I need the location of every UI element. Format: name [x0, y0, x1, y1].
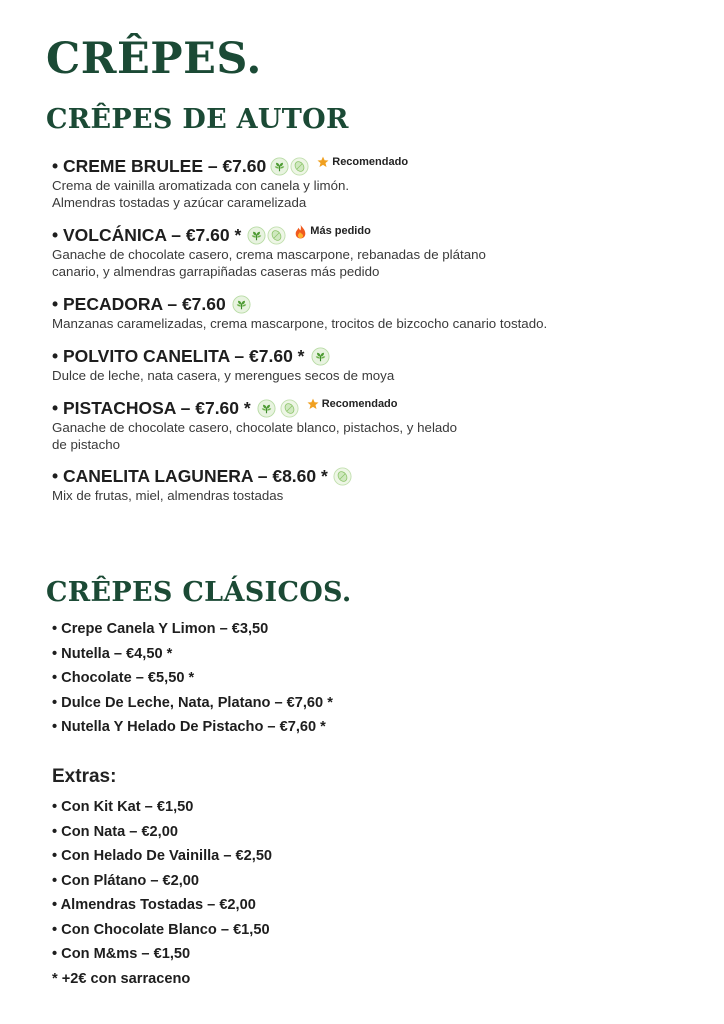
list-item: • Con Kit Kat – €1,50: [52, 799, 194, 815]
vegetarian-icon: [257, 399, 276, 418]
footnote: * +2€ con sarraceno: [52, 970, 191, 987]
item-description: canario, y almendras garrapiñadas caseras más pedido: [52, 264, 380, 279]
star-icon: [317, 156, 329, 168]
menu-item-pecadora: [52, 293, 672, 332]
vegetarian-icon: [311, 347, 330, 366]
list-item: • Dulce De Leche, Nata, Platano – €7,60 *: [52, 694, 333, 711]
list-item: • Chocolate – €5,50 *: [52, 670, 195, 686]
most-ordered-badge: Más pedido: [294, 224, 371, 239]
item-description: Mix de frutas, miel, almendras tostadas: [52, 488, 284, 503]
gluten-icon: [333, 467, 352, 486]
menu-item-volcanica: [52, 224, 672, 280]
list-item: • Nutella – €4,50 *: [52, 645, 173, 662]
section-heading-clasicos: CRÊPES CLÁSICOS.: [46, 577, 352, 608]
list-item: • Con Helado De Vainilla – €2,50: [52, 848, 273, 864]
gluten-icon: [290, 157, 309, 176]
section-heading-autor: CRÊPES DE AUTOR: [46, 104, 349, 135]
page-title: CRÊPES.: [46, 34, 262, 84]
item-description: Crema de vainilla aromatizada con canela y limón.: [52, 178, 350, 193]
flame-icon: [294, 224, 307, 239]
vegetarian-icon: [232, 295, 251, 314]
vegetarian-icon: [247, 226, 266, 245]
list-item: • Almendras Tostadas – €2,00: [52, 897, 256, 913]
item-description: Almendras tostadas y azúcar caramelizada: [52, 195, 307, 210]
extras-list: [52, 795, 672, 991]
clasicos-list: [52, 617, 672, 740]
recommended-badge: Recomendado: [307, 398, 398, 410]
item-description: Dulce de leche, nata casera, y merengues secos de moya: [52, 368, 395, 383]
item-description: Ganache de chocolate casero, chocolate blanco, pistachos, y helado: [52, 420, 458, 435]
menu-item-canelita-lagunera: [52, 465, 672, 504]
menu-item-creme-brulee: [52, 155, 672, 211]
item-title: • CREME BRULEE – €7.60: [52, 155, 267, 176]
item-description: Manzanas caramelizadas, crema mascarpone, trocitos de bizcocho canario tostado.: [52, 316, 548, 331]
menu-item-polvito-canelita: [52, 345, 672, 384]
list-item: • Con Nata – €2,00: [52, 823, 178, 840]
item-title: • POLVITO CANELITA – €7.60 *: [52, 345, 305, 366]
menu-item-pistachosa: [52, 397, 672, 453]
gluten-icon: [280, 399, 299, 418]
list-item: • Con Chocolate Blanco – €1,50: [52, 921, 270, 938]
list-item: • Con Plátano – €2,00: [52, 872, 200, 889]
recommended-badge: Recomendado: [317, 156, 408, 168]
gluten-icon: [267, 226, 286, 245]
item-title: • PISTACHOSA – €7.60 *: [52, 397, 251, 418]
item-title: • VOLCÁNICA – €7.60 *: [52, 224, 242, 245]
item-title: • PECADORA – €7.60: [52, 293, 226, 314]
item-title: • CANELITA LAGUNERA – €8.60 *: [52, 465, 328, 486]
extras-heading: Extras:: [52, 766, 117, 787]
star-icon: [307, 398, 319, 410]
list-item: • Nutella Y Helado De Pistacho – €7,60 *: [52, 719, 326, 735]
list-item: • Crepe Canela Y Limon – €3,50: [52, 621, 269, 637]
list-item: • Con M&ms – €1,50: [52, 946, 191, 962]
vegetarian-icon: [270, 157, 289, 176]
item-description: de pistacho: [52, 437, 121, 452]
item-description: Ganache de chocolate casero, crema mascarpone, rebanadas de plátano: [52, 247, 486, 262]
